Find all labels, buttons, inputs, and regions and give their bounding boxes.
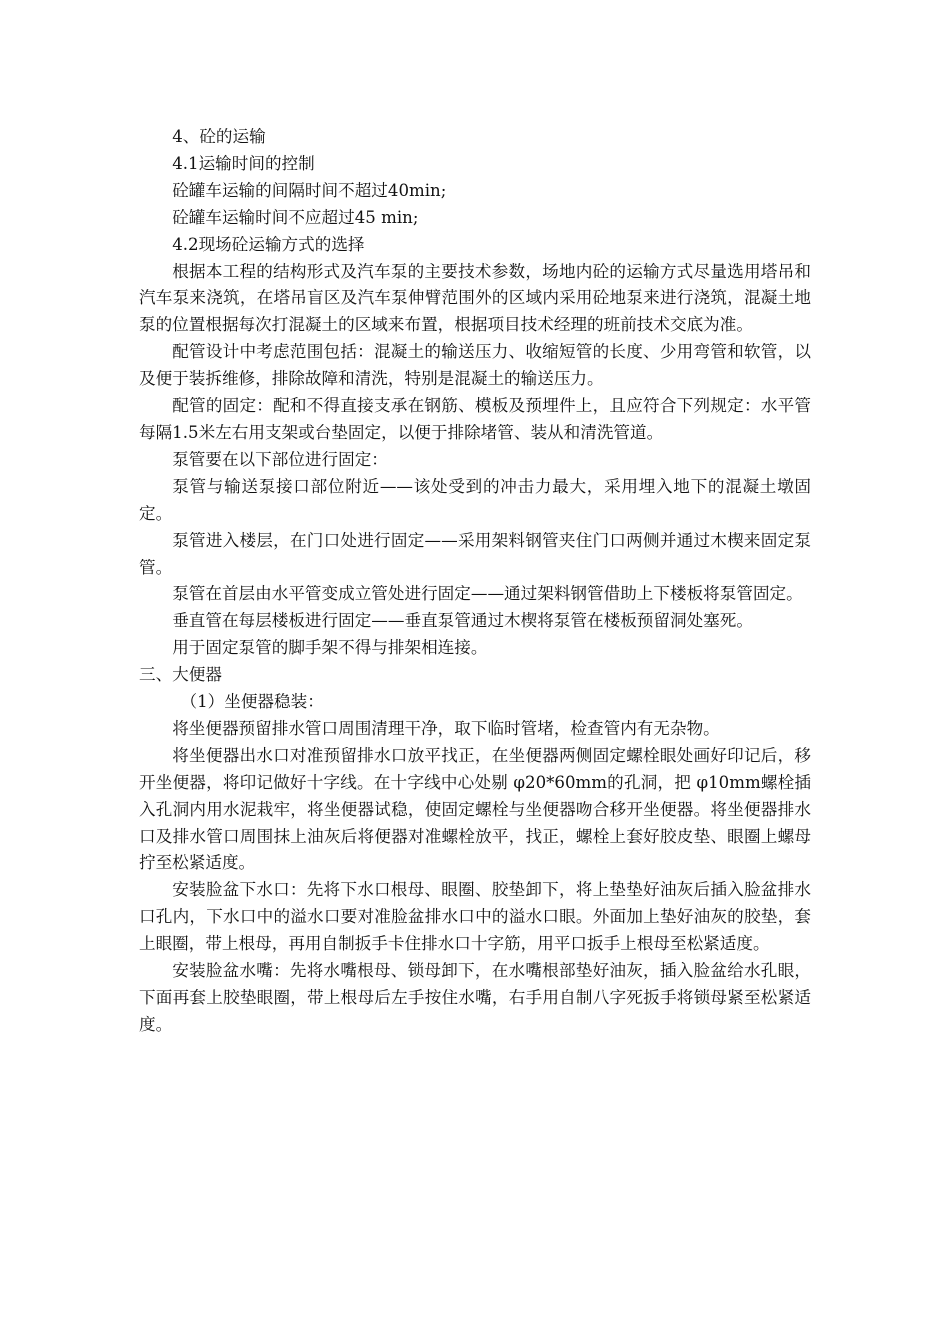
paragraph: 配管的固定：配和不得直接支承在钢筋、模板及预埋件上，且应符合下列规定：水平管每隔1.5米左右用支架或台垫固定，以便于排除堵管、装从和清洗管道。 [139, 396, 811, 442]
paragraph: 安装脸盆水嘴：先将水嘴根母、锁母卸下，在水嘴根部垫好油灰，插入脸盆给水孔眼，下面再套上胶垫眼圈，带上根母后左手按住水嘴，右手用自制八字死扳手将锁母紧至松紧适度。 [139, 961, 811, 1034]
paragraph: 将坐便器预留排水管口周围清理干净，取下临时管堵，检查管内有无杂物。 [172, 718, 720, 738]
paragraph: 砼罐车运输时间不应超过45 min; [172, 207, 419, 227]
subsection-heading: （1）坐便器稳装： [180, 692, 324, 712]
paragraph: 垂直管在每层楼板进行固定——垂直泵管通过木楔将泵管在楼板预留洞处塞死。 [172, 611, 753, 631]
paragraph: 泵管在首层由水平管变成立管处进行固定——通过架料钢管借助上下楼板将泵管固定。 [172, 584, 803, 604]
paragraph-heading-4-2: 4.2现场砼运输方式的选择 [172, 234, 365, 254]
paragraph: 根据本工程的结构形式及汽车泵的主要技术参数，场地内砼的运输方式尽量选用塔吊和汽车泵来浇筑，在塔吊盲区及汽车泵伸臂范围外的区域内采用砼地泵来进行浇筑，混凝土地泵的位置根据每次打混凝土的区域来布置，根据项目技术经理的班前技术交底为准。 [139, 261, 811, 335]
paragraph: 泵管与输送泵接口部位附近——该处受到的冲击力最大，采用埋入地下的混凝土墩固定。 [139, 476, 811, 523]
paragraph-heading-4-1: 4.1运输时间的控制 [172, 153, 315, 173]
paragraph: 配管设计中考虑范围包括：混凝土的输送压力、收缩短管的长度、少用弯管和软管，以及便于装拆维修，排除故障和清洗，特别是混凝土的输送压力。 [139, 342, 811, 389]
paragraph-heading-4: 4、砼的运输 [172, 127, 266, 146]
paragraph: 将坐便器出水口对准预留排水口放平找正，在坐便器两侧固定螺栓眼处画好印记后，移开坐便器，将印记做好十字线。在十字线中心处剔 φ20*60mm的孔洞，把 φ10mm螺栓插入孔洞内用水泥栽牢，将坐便器试稳，使固定螺栓与坐便器吻合移开坐便器。将坐便器排水口及排水管口周围抹上油灰后将便器对准螺栓放平，找正，螺栓上套好胶皮垫、眼圈上螺母拧至松紧适度。 [139, 745, 811, 873]
paragraph: 用于固定泵管的脚手架不得与排架相连接。 [172, 638, 488, 658]
paragraph: 泵管要在以下部位进行固定： [172, 449, 388, 469]
section-heading: 三、大便器 [139, 665, 222, 685]
paragraph: 泵管进入楼层，在门口处进行固定——采用架料钢管夹住门口两侧并通过木楔来固定泵管。 [139, 530, 811, 577]
paragraph: 安装脸盆下水口：先将下水口根母、眼圈、胶垫卸下，将上垫垫好油灰后插入脸盆排水口孔内，下水口中的溢水口要对准脸盆排水口中的溢水口眼。外面加上垫好油灰的胶垫，套上眼圈，带上根母，再用自制扳手卡住排水口十字筋，用平口扳手上根母至松紧适度。 [139, 880, 811, 954]
document-body [139, 124, 811, 1039]
paragraph: 砼罐车运输的间隔时间不超过40min; [172, 180, 447, 200]
